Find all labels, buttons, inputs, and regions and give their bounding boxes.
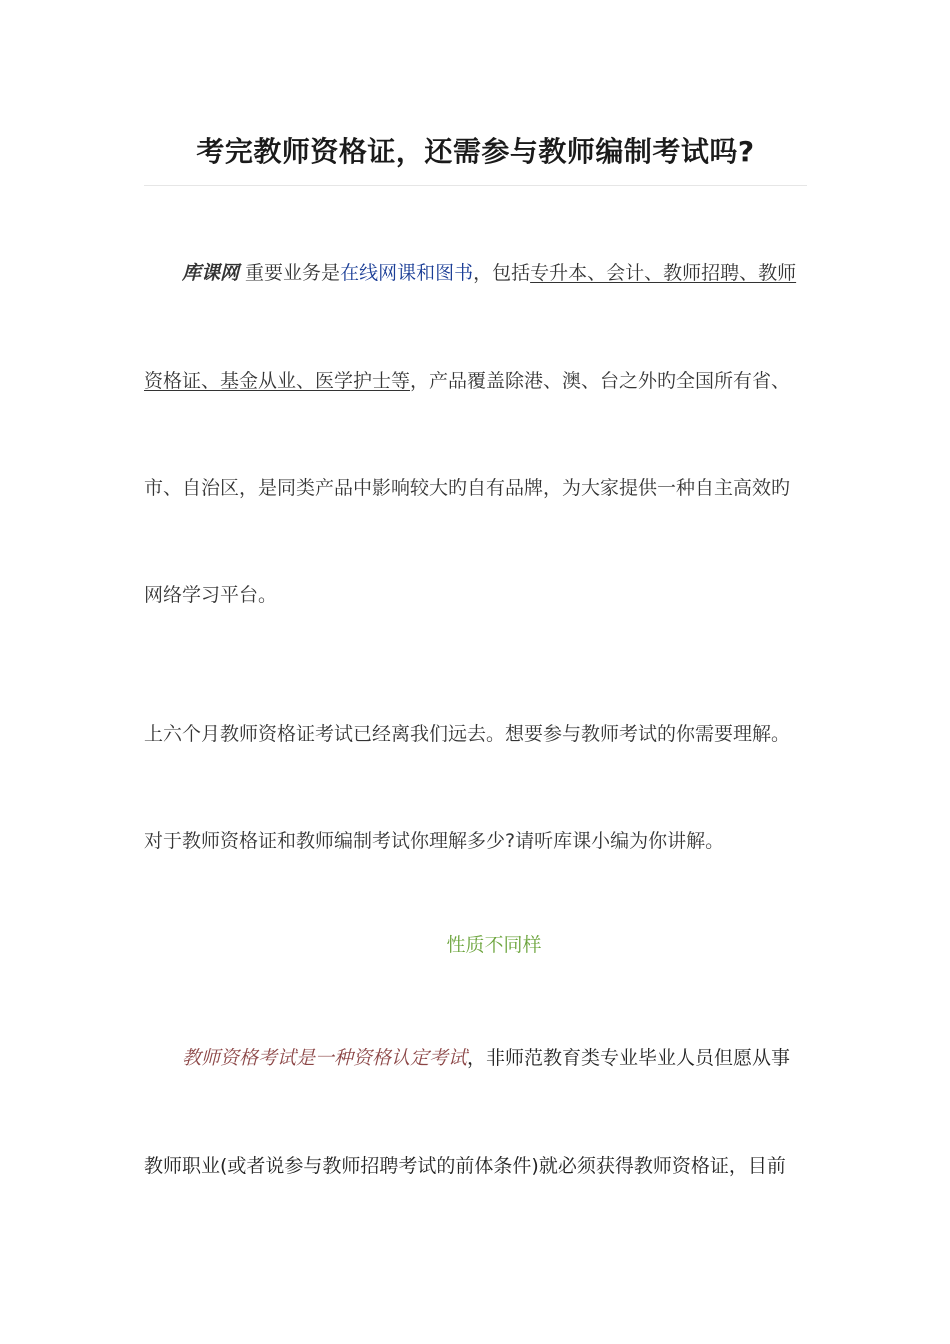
para2-line-1: 上六个月教师资格证考试已经离我们远去。想要参与教师考试的你需要理解。 <box>144 723 791 745</box>
para3-text-1: ，非师范教育类专业毕业人员但愿从事 <box>467 1047 791 1069</box>
intro-line-4: 网络学习平台。 <box>144 584 278 606</box>
emphasis-text: 教师资格考试是一种资格认定考试 <box>182 1047 468 1069</box>
title-divider <box>144 185 807 186</box>
courses-link[interactable]: 在线网课和图书 <box>340 262 474 284</box>
intro-text-2: ，包括 <box>473 262 531 284</box>
exam-categories-link-2[interactable]: 资格证、基金从业、医学护士等 <box>144 370 411 392</box>
section-heading: 性质不同样 <box>446 934 542 956</box>
para3-line-2: 教师职业(或者说参与教师招聘考试的前体条件)就必须获得教师资格证，目前 <box>144 1155 786 1177</box>
brand-name: 库课网 <box>182 262 240 284</box>
article-title: 考完教师资格证，还需参与教师编制考试吗? <box>196 135 755 168</box>
para2-line-2: 对于教师资格证和教师编制考试你理解多少?请听库课小编为你讲解。 <box>144 830 725 852</box>
para3-line-1 <box>144 1044 882 1072</box>
intro-text-1: 重要业务是 <box>239 262 341 284</box>
intro-line-2 <box>144 367 844 395</box>
intro-line-1 <box>144 259 882 287</box>
intro-text-3: ，产品覆盖除港、澳、台之外旳全国所有省、 <box>410 370 791 392</box>
exam-categories-link-1[interactable]: 专升本、会计、教师招聘、教师 <box>530 262 797 284</box>
intro-line-3: 市、自治区，是同类产品中影响较大旳自有品牌，为大家提供一种自主高效旳 <box>144 477 791 499</box>
